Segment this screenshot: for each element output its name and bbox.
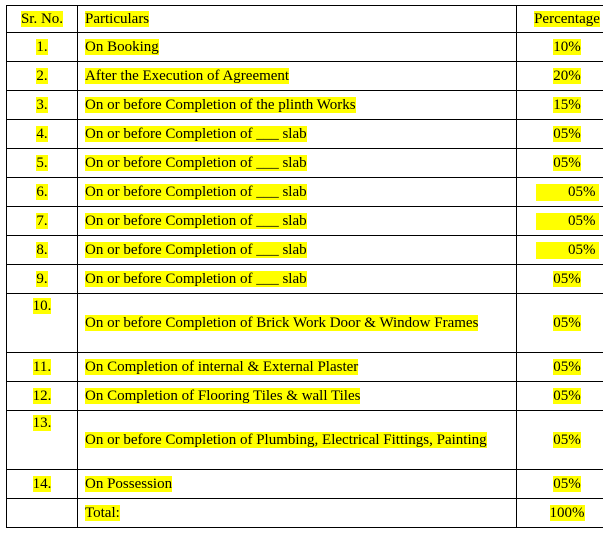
row-percentage: 05%	[517, 265, 603, 294]
row-particulars: On Booking	[78, 33, 517, 62]
row-particulars: On Completion of Flooring Tiles & wall Tiles	[78, 382, 517, 411]
total-percentage-cell: 100%	[517, 499, 603, 528]
table-row	[7, 91, 603, 120]
row-particulars: On or before Completion of Plumbing, Electrical Fittings, Painting	[78, 411, 517, 470]
total-row	[7, 499, 603, 528]
row-percentage: 05%	[517, 470, 603, 499]
row-sr-no: 6.	[7, 178, 78, 207]
table-row	[7, 470, 603, 499]
row-sr-no: 7.	[7, 207, 78, 236]
total-label-cell: Total:	[78, 499, 517, 528]
row-particulars: On or before Completion of the plinth Works	[78, 91, 517, 120]
table-row	[7, 62, 603, 91]
row-sr-no: 1.	[7, 33, 78, 62]
row-sr-no: 12.	[7, 382, 78, 411]
table-row	[7, 353, 603, 382]
table-row	[7, 207, 603, 236]
row-particulars: On Completion of internal & External Plaster	[78, 353, 517, 382]
table-row	[7, 382, 603, 411]
row-sr-no: 10.	[7, 294, 78, 353]
table-row	[7, 411, 603, 470]
row-particulars: On or before Completion of ___ slab	[78, 236, 517, 265]
row-sr-no: 14.	[7, 470, 78, 499]
row-particulars: On or before Completion of Brick Work Door & Window Frames	[78, 294, 517, 353]
table-row	[7, 33, 603, 62]
row-percentage: 10%	[517, 33, 603, 62]
row-particulars: On or before Completion of ___ slab	[78, 265, 517, 294]
row-sr-no: 3.	[7, 91, 78, 120]
row-particulars: On or before Completion of ___ slab	[78, 207, 517, 236]
header-sr-no: Sr. No.	[7, 6, 78, 33]
row-percentage: 05%	[517, 149, 603, 178]
row-percentage: 05%	[517, 236, 603, 265]
row-percentage: 05%	[517, 353, 603, 382]
row-sr-no: 2.	[7, 62, 78, 91]
table-row	[7, 149, 603, 178]
payment-schedule-table	[6, 5, 603, 528]
row-particulars: On or before Completion of ___ slab	[78, 120, 517, 149]
row-particulars: On or before Completion of ___ slab	[78, 149, 517, 178]
row-percentage: 20%	[517, 62, 603, 91]
table-row	[7, 178, 603, 207]
row-percentage: 05%	[517, 178, 603, 207]
row-sr-no: 5.	[7, 149, 78, 178]
row-particulars: On Possession	[78, 470, 517, 499]
row-percentage: 05%	[517, 382, 603, 411]
row-sr-no: 13.	[7, 411, 78, 470]
row-particulars: On or before Completion of ___ slab	[78, 178, 517, 207]
header-row	[7, 6, 603, 33]
table-row	[7, 294, 603, 353]
table-row	[7, 120, 603, 149]
row-percentage: 05%	[517, 294, 603, 353]
row-sr-no: 4.	[7, 120, 78, 149]
table-row	[7, 265, 603, 294]
row-percentage: 05%	[517, 120, 603, 149]
total-sr-empty	[7, 499, 78, 528]
row-percentage: 05%	[517, 207, 603, 236]
header-percentage: Percentage	[517, 6, 603, 33]
row-percentage: 15%	[517, 91, 603, 120]
row-particulars: After the Execution of Agreement	[78, 62, 517, 91]
row-sr-no: 8.	[7, 236, 78, 265]
table-row	[7, 236, 603, 265]
row-sr-no: 9.	[7, 265, 78, 294]
row-percentage: 05%	[517, 411, 603, 470]
header-particulars: Particulars	[78, 6, 517, 33]
row-sr-no: 11.	[7, 353, 78, 382]
